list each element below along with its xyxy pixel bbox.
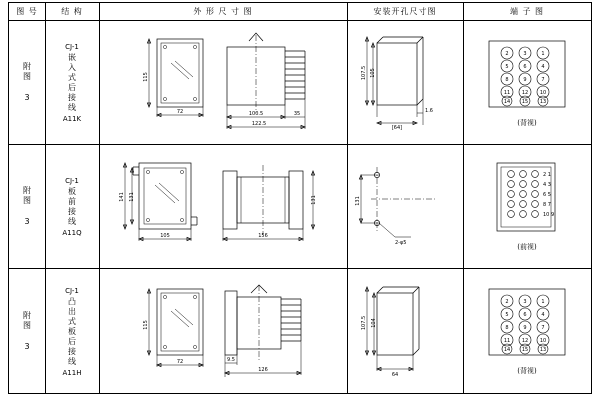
row-structure-cell: [45, 269, 99, 394]
dim-label-126: 126: [258, 367, 268, 373]
dim-label-131-hole: 131: [355, 196, 361, 206]
table-row: [9, 145, 591, 269]
terminal-diagram: [463, 145, 591, 268]
dim-label-156: 156: [258, 233, 268, 239]
svg-text:4: 4: [541, 64, 545, 70]
svg-text:11: 11: [503, 90, 511, 96]
dim-label-9-5: 9.5: [227, 357, 235, 363]
row-number-cell: [9, 21, 45, 144]
row-number-text: 附图 3: [22, 61, 32, 104]
header-col-term: 端 子 图: [509, 7, 545, 16]
svg-text:6: 6: [523, 312, 527, 318]
outline-dimension-drawing: [99, 269, 347, 394]
dim-label-64: [64]: [391, 125, 403, 131]
row-structure-cell: [45, 145, 99, 268]
svg-text:7: 7: [541, 77, 545, 83]
svg-text:12: 12: [521, 338, 529, 344]
term-num: 6 5: [543, 192, 551, 198]
header-col-dim: 外 形 尺 寸 图: [193, 7, 253, 16]
term-num: 10 9: [543, 212, 555, 218]
structure-code: A11H: [62, 368, 82, 377]
terminal-diagram: [463, 269, 591, 394]
outline-dimension-drawing: [99, 145, 347, 268]
term-num: 2 1: [543, 172, 551, 178]
svg-text:15: 15: [521, 99, 529, 105]
dim-label-115-b: 115: [143, 320, 149, 330]
structure-model: CJ-1: [65, 286, 79, 295]
header-col-hole: 安装开孔尺寸图: [373, 7, 437, 16]
row-number-cell: [9, 269, 45, 394]
dim-label-1-6: 1.6: [425, 108, 433, 114]
row-number-cell: [9, 145, 45, 268]
dim-label-35: 35: [293, 111, 301, 117]
svg-text:8: 8: [505, 77, 509, 83]
header-col-struct: 结 构: [61, 7, 83, 16]
dim-label-115: 115: [143, 72, 149, 82]
svg-text:5: 5: [505, 64, 509, 70]
svg-text:6: 6: [523, 64, 527, 70]
svg-text:4: 4: [541, 312, 545, 318]
svg-text:13: 13: [539, 347, 547, 353]
dim-label-141: 141: [119, 192, 125, 202]
svg-text:2: 2: [505, 51, 509, 57]
mounting-hole-drawing: [347, 21, 463, 144]
unit-note: [534, 0, 566, 1]
structure-desc: 嵌入式后接线: [67, 52, 77, 113]
dim-label-131-a: 131: [129, 192, 135, 202]
terminal-caption-3: (背视): [517, 367, 537, 375]
svg-text:5: 5: [505, 312, 509, 318]
table-header-row: [9, 3, 591, 21]
svg-text:10: 10: [539, 90, 547, 96]
svg-text:14: 14: [503, 347, 511, 353]
svg-text:15: 15: [521, 347, 529, 353]
row-number-text: 附图 3: [22, 310, 32, 353]
svg-text:1: 1: [541, 51, 545, 57]
mounting-hole-drawing: [347, 145, 463, 268]
spec-table: [8, 2, 592, 394]
dim-label-2-phi5: 2-φ5: [395, 240, 407, 246]
table-row: [9, 269, 591, 394]
dim-label-72-b: 72: [176, 359, 184, 365]
dim-label-105: 105: [370, 68, 376, 78]
svg-text:8: 8: [505, 325, 509, 331]
dim-label-104: 104: [371, 318, 377, 328]
dim-label-105-b: 105: [160, 233, 170, 239]
svg-text:10: 10: [539, 338, 547, 344]
terminal-diagram: [463, 21, 591, 144]
mounting-hole-drawing: [347, 269, 463, 394]
dim-label-72: 72: [176, 109, 184, 115]
svg-text:9: 9: [523, 77, 527, 83]
structure-model: CJ-1: [65, 176, 79, 185]
svg-text:14: 14: [503, 99, 511, 105]
term-num: 4 3: [543, 182, 551, 188]
outline-dimension-drawing: [99, 21, 347, 144]
header-col-no: 图 号: [16, 7, 38, 16]
term-num: 8 7: [543, 202, 551, 208]
svg-text:2: 2: [505, 299, 509, 305]
svg-text:7: 7: [541, 325, 545, 331]
structure-desc: 板前接线: [67, 186, 77, 227]
svg-text:11: 11: [503, 338, 511, 344]
structure-code: A11K: [62, 114, 82, 123]
terminal-caption-2: (前视): [517, 243, 537, 251]
terminal-caption-1: (背视): [517, 119, 537, 127]
row-structure-cell: [45, 21, 99, 144]
dim-label-100-5: 100.5: [248, 111, 264, 117]
svg-text:12: 12: [521, 90, 529, 96]
svg-text:3: 3: [523, 299, 527, 305]
structure-desc: 凸出式板后接线: [67, 296, 77, 367]
table-row: [9, 21, 591, 145]
dim-label-122-5: 122.5: [251, 121, 267, 127]
structure-code: A11Q: [62, 228, 82, 237]
dim-label-107-5-b: 107.5: [361, 315, 367, 331]
structure-model: CJ-1: [65, 42, 79, 51]
svg-text:13: 13: [539, 99, 547, 105]
dim-label-107-5: 107.5: [361, 65, 367, 81]
svg-text:9: 9: [523, 325, 527, 331]
svg-text:1: 1: [541, 299, 545, 305]
dim-label-131-b: 131: [311, 195, 317, 205]
dim-label-64-b: 64: [391, 372, 399, 378]
svg-text:3: 3: [523, 51, 527, 57]
row-number-text: 附图 3: [22, 185, 32, 228]
